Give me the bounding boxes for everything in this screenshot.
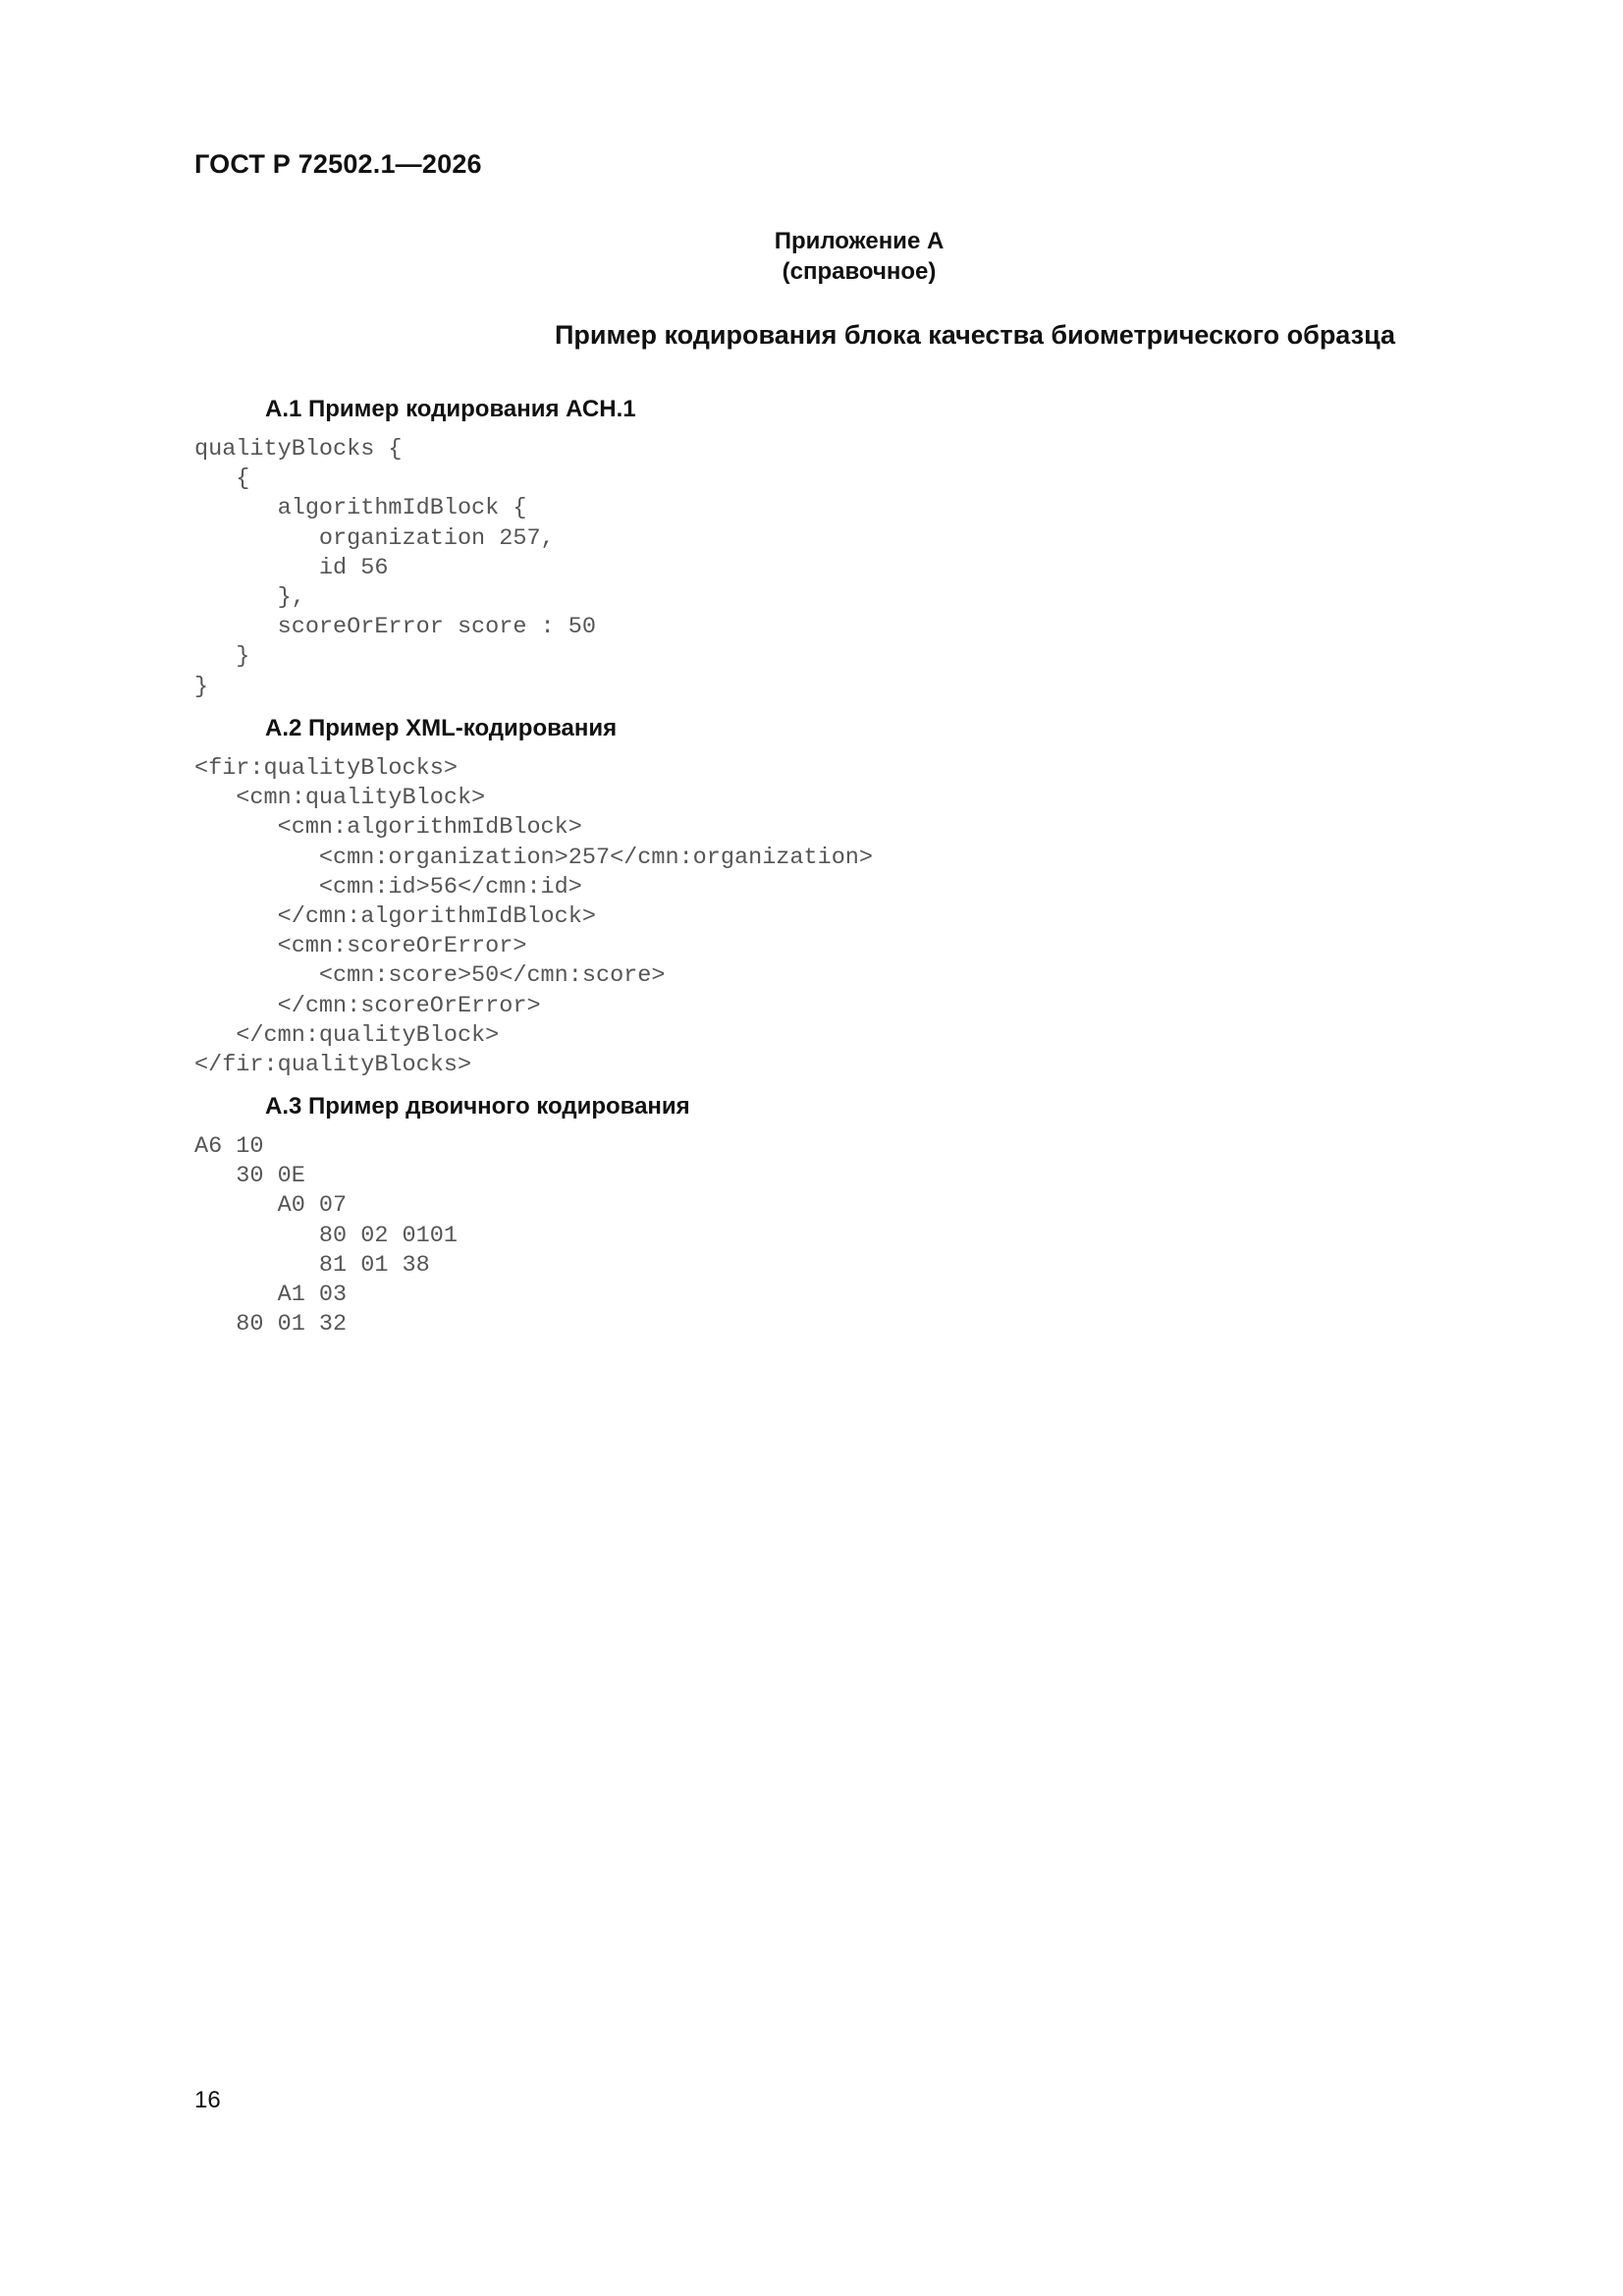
code-line: <cmn:id>56</cmn:id> <box>194 873 582 901</box>
section-heading-binary: А.3 Пример двоичного кодирования <box>265 1093 690 1120</box>
code-line: <cmn:scoreOrError> <box>194 933 527 960</box>
code-line: organization 257, <box>194 524 555 552</box>
code-line: <cmn:organization>257</cmn:organization> <box>194 844 874 871</box>
code-line: A6 10 <box>194 1133 264 1160</box>
code-block-xml <box>194 754 873 1080</box>
code-line: </cmn:qualityBlock> <box>194 1021 500 1049</box>
document-header: ГОСТ Р 72502.1—2026 <box>194 149 482 179</box>
page-number: 16 <box>194 2087 221 2113</box>
code-line: </cmn:algorithmIdBlock> <box>194 902 596 930</box>
appendix-label: Приложение А <box>774 228 945 254</box>
code-line: } <box>194 673 209 700</box>
section-heading-asn1: А.1 Пример кодирования АСН.1 <box>265 396 636 422</box>
code-line: scoreOrError score : 50 <box>194 614 596 641</box>
code-line: <fir:qualityBlocks> <box>194 755 458 782</box>
code-line: </fir:qualityBlocks> <box>194 1051 472 1078</box>
code-line: <cmn:algorithmIdBlock> <box>194 814 582 842</box>
code-line: { <box>194 465 250 493</box>
code-block-binary <box>194 1132 458 1339</box>
code-line: id 56 <box>194 554 389 581</box>
code-line: A1 03 <box>194 1281 348 1308</box>
code-line: 80 01 32 <box>194 1311 348 1339</box>
code-line: }, <box>194 583 305 611</box>
code-line: 81 01 38 <box>194 1251 430 1279</box>
code-line: qualityBlocks { <box>194 436 403 463</box>
appendix-type: (справочное) <box>782 258 937 285</box>
code-line: </cmn:scoreOrError> <box>194 992 541 1019</box>
code-line: 30 0E <box>194 1163 305 1190</box>
code-line: 80 02 0101 <box>194 1222 458 1249</box>
appendix-title: Пример кодирования блока качества биометрического образца <box>554 320 1396 350</box>
code-line: algorithmIdBlock { <box>194 495 527 522</box>
code-line: A0 07 <box>194 1192 348 1220</box>
code-line: <cmn:score>50</cmn:score> <box>194 962 666 990</box>
code-line: } <box>194 643 250 671</box>
section-heading-xml: А.2 Пример XML-кодирования <box>265 715 618 741</box>
code-line: <cmn:qualityBlock> <box>194 785 486 812</box>
code-block-asn1 <box>194 435 596 702</box>
